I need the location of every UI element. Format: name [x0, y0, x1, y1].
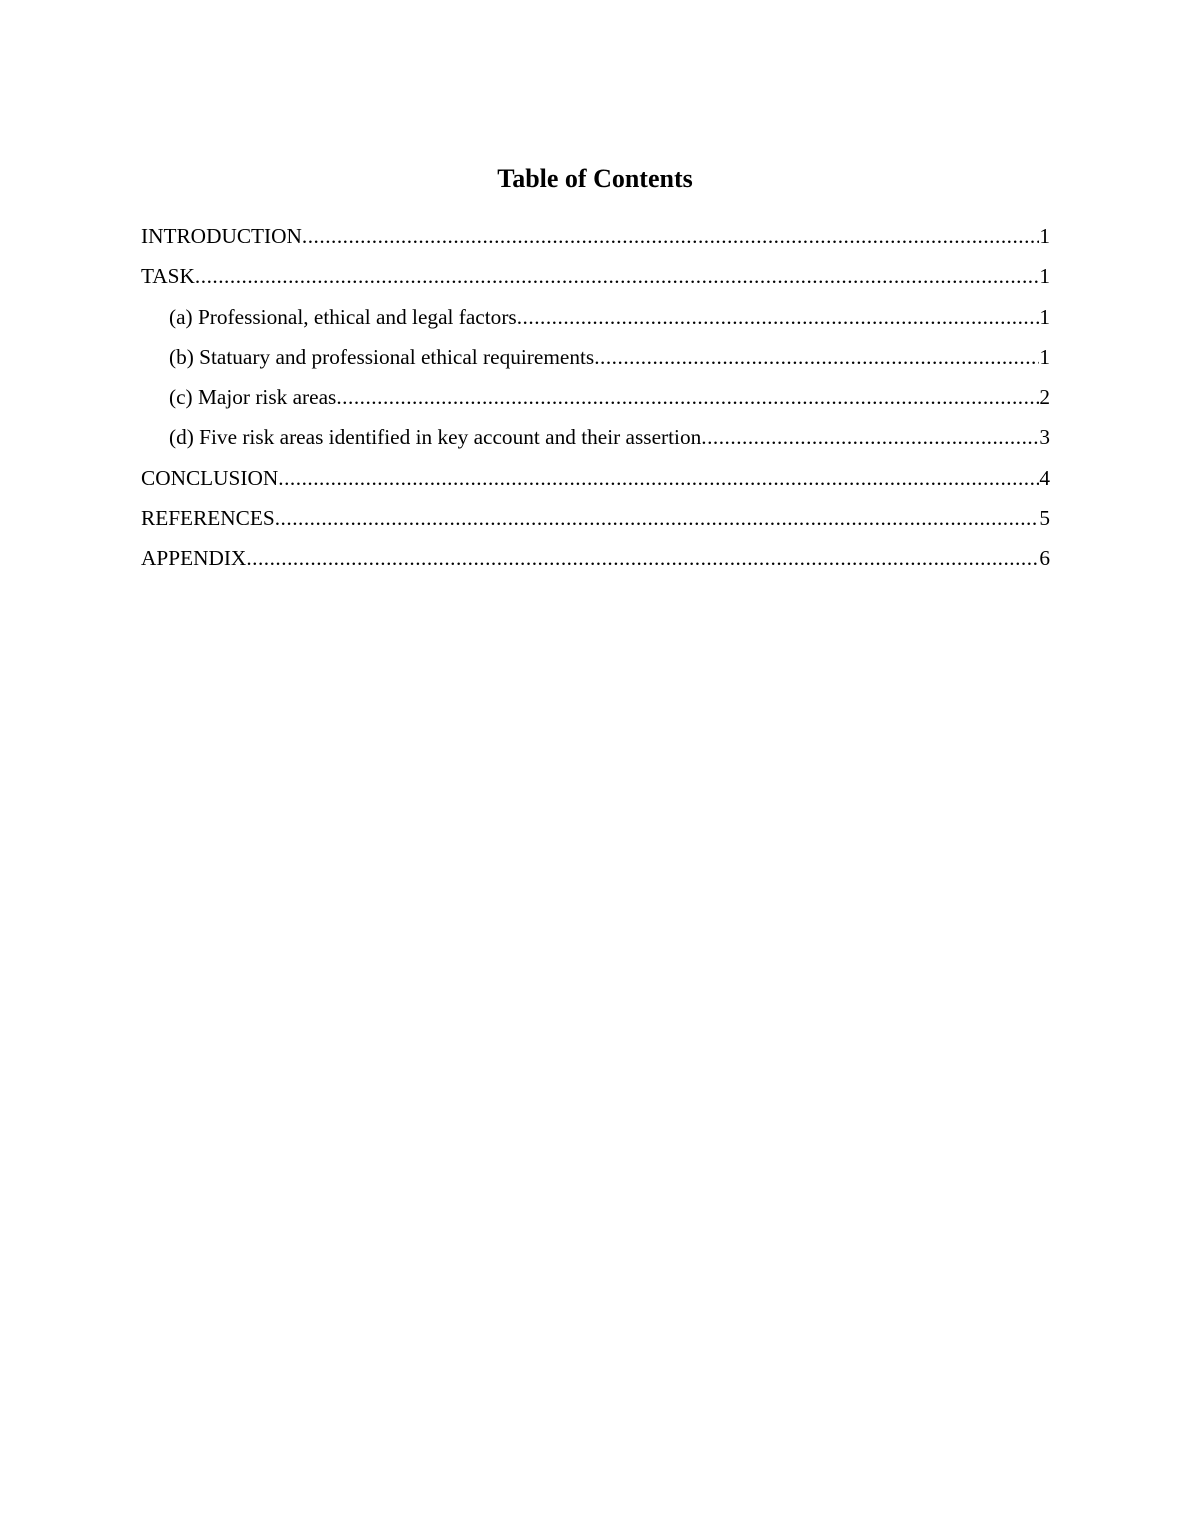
toc-title: Table of Contents — [497, 164, 693, 193]
toc-entry-label: (a) Professional, ethical and legal factors — [169, 304, 517, 329]
toc-entry-professional-ethical-legal-factors[interactable] — [141, 302, 1050, 342]
toc-entry-introduction[interactable] — [141, 221, 1050, 261]
toc-dot-leader — [302, 221, 1039, 251]
toc-dot-leader — [195, 261, 1039, 291]
toc-dot-leader — [517, 302, 1040, 332]
toc-entry-label: (c) Major risk areas — [169, 385, 337, 409]
toc-list — [141, 221, 1050, 583]
toc-entry-label: APPENDIX — [141, 546, 247, 570]
toc-entry-page-number: 1 — [1039, 224, 1050, 248]
toc-entry-task[interactable] — [141, 261, 1050, 301]
toc-entry-statuary-professional-requirements[interactable] — [141, 342, 1050, 382]
toc-entry-label: TASK — [141, 264, 195, 289]
toc-dot-leader — [594, 342, 1039, 372]
toc-dot-leader — [336, 382, 1039, 412]
toc-entry-page-number: 1 — [1039, 344, 1050, 369]
toc-entry-page-number: 5 — [1039, 505, 1050, 530]
toc-entry-page-number: 4 — [1039, 465, 1050, 490]
toc-entry-references[interactable] — [141, 503, 1050, 543]
toc-dot-leader — [246, 543, 1039, 573]
toc-entry-appendix[interactable] — [141, 543, 1050, 583]
toc-entry-page-number: 1 — [1039, 304, 1050, 329]
toc-entry-five-risk-areas[interactable] — [141, 422, 1050, 462]
toc-entry-label: REFERENCES — [141, 505, 275, 530]
toc-dot-leader — [275, 503, 1040, 533]
toc-entry-page-number: 2 — [1039, 385, 1050, 409]
toc-entry-page-number: 6 — [1039, 546, 1050, 570]
toc-entry-major-risk-areas[interactable] — [141, 382, 1050, 422]
toc-entry-conclusion[interactable] — [141, 463, 1050, 503]
toc-dot-leader — [278, 463, 1039, 493]
toc-entry-page-number: 3 — [1039, 425, 1050, 450]
toc-entry-label: CONCLUSION — [141, 465, 279, 490]
toc-entry-label: (b) Statuary and professional ethical requirements — [169, 344, 595, 369]
toc-entry-label: (d) Five risk areas identified in key account and their assertion — [169, 425, 702, 450]
toc-dot-leader — [701, 422, 1039, 452]
toc-entry-label: INTRODUCTION — [141, 224, 302, 248]
toc-entry-page-number: 1 — [1039, 264, 1050, 289]
